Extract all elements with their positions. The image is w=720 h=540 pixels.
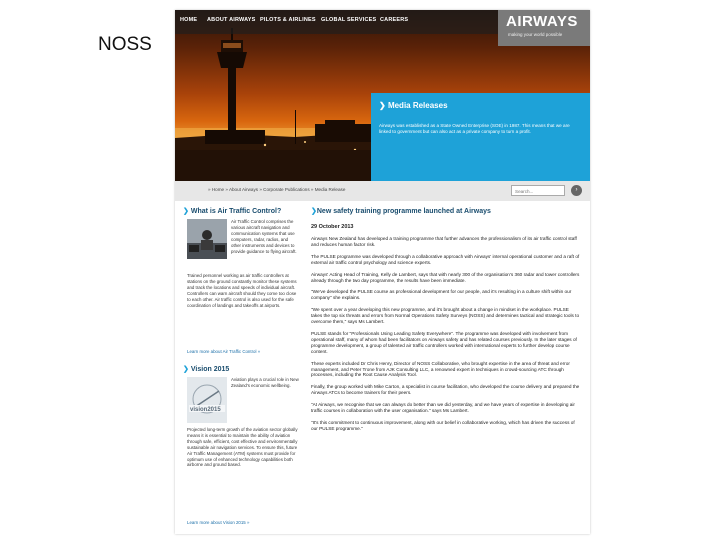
article-paragraph: "At Airways, we recognise that we can always do better than we did yesterday, and we have years of expertise in developing air traffic courses in collaboration with the user organisation." says Ms Lambert. <box>311 402 575 414</box>
svg-text:vision2015: vision2015 <box>190 407 221 413</box>
website-screenshot <box>175 10 590 534</box>
slide-title: NOSS <box>98 34 152 55</box>
atc-learn-more-link[interactable]: Learn more about Air Traffic Control » <box>187 349 261 354</box>
article-paragraph: PULSE stands for "Professionals Using Leading Safety Everywhere". The programme was developed with involvement from operational staff, many of whom had been facilitators on Airways safety and has related courses previously. In the later stages of programme development, a group of talented air traffic controllers worked with international experts to further develop course content. <box>311 330 577 354</box>
article-date: 29 October 2013 <box>311 224 354 230</box>
vision-learn-more-link[interactable]: Learn more about Vision 2015 » <box>187 520 250 525</box>
vision-2015-logo <box>187 377 227 423</box>
nav-home[interactable]: HOME <box>180 17 198 23</box>
nav-careers[interactable]: CAREERS <box>380 17 409 23</box>
article-paragraph: The PULSE programme was developed through a collaborative approach with Airways' internal operational customer and a raft of external air traffic control psychology and science experts. <box>311 253 580 265</box>
atc-intro: Air Traffic Control comprises the various aircraft navigation and communication systems that use computers, radar, radios, and other instruments and devices to provide guidance to flying aircraft. <box>231 219 297 254</box>
article-paragraph: Airways New Zealand has developed a training programme that further advances the professionalism of its air traffic control staff and reduces human factor risk. <box>311 236 577 247</box>
vision-intro: Aviation plays a crucial role in New Zealand's economic wellbeing. <box>231 377 299 388</box>
article-paragraph: "We've developed the PULSE course as professional development for our people, and it's resulting in a culture shift within our company" she explains. <box>311 289 572 301</box>
article-paragraph: Finally, the group worked with Mike Carton, a specialist in course facilitation, who developed the course delivery and prepared the Airways ATCs to become trainers for their peers. <box>311 384 580 396</box>
vision-heading: ❯ Vision 2015 <box>183 366 230 373</box>
hero-banner <box>175 10 590 195</box>
airways-logo[interactable] <box>498 10 590 46</box>
vision-body: Projected long-term growth of the aviation sector globally means it is essential to maintain the ability of aviation through safe, efficient, cost effective and environmentally sustainable air navigation services. To ensure this, future Air Traffic Management (ATM) systems must provide for optimum use of enhanced technology capabilities both airborne and ground based. <box>187 427 298 468</box>
atc-heading: ❯ What is Air Traffic Control? <box>183 208 282 215</box>
logo-wordmark: AIRWAYS <box>506 13 578 30</box>
controller-photo <box>187 219 227 259</box>
nav-pilots-airlines[interactable]: PILOTS & AIRLINES <box>260 17 316 23</box>
article-paragraph: Airways' Acting Head of Training, Kelly de Lambert, says that with nearly 300 of the organisation's 360 radar and tower controllers already through the two day programme, the results have been immediate. <box>311 271 580 283</box>
chevron-right-icon: ❯ <box>183 366 189 373</box>
chevron-right-icon: ❯ <box>311 208 317 215</box>
left-sidebar <box>183 207 303 534</box>
media-releases-title: ❯ Media Releases <box>379 101 448 110</box>
atc-body: Trained personnel working as air traffic controllers at stations on the ground constantly monitor these systems and track the locations and speeds of individual aircraft. Controllers can warn aircraft should they come too close to each other. Air traffic control is also used for the safe coordination of landings and takeoffs at airports. <box>187 273 297 308</box>
article-paragraph: "We spent over a year developing this new programme, and it's brought about a change in mindset in the workplace. PULSE takes the top six threats and errors from Normal Operations Safety Surveys (NOSS) and determines tactical and strategic tools to overcome them," says Ms Lambert. <box>311 307 580 325</box>
chevron-right-icon: ❯ <box>379 101 388 110</box>
logo-tagline: making your world possible <box>508 32 563 37</box>
article <box>311 207 581 432</box>
media-releases-text: Airways was established as a State Owned Enterprise (SOE) in 1987. This means that we are linked to government but can also act as a private company to turn a profit. <box>379 123 570 135</box>
article-paragraph: "It's this commitment to continuous improvement, along with our belief in collaborative working, which has driven the success of our PULSE programme." <box>311 419 575 431</box>
main-content <box>175 201 590 534</box>
search-input[interactable]: Search... <box>511 185 565 196</box>
search-button[interactable] <box>571 185 582 196</box>
atc-section <box>183 207 303 365</box>
nav-about-airways[interactable]: ABOUT AIRWAYS <box>207 17 256 23</box>
nav-global-services[interactable]: GLOBAL SERVICES <box>321 17 377 23</box>
media-releases-panel <box>371 93 590 195</box>
article-paragraph: These experts included Dr Chris Henry, Director of NOSS Collaborative, who brought expertise in the area of threat and error management, and Peter Trone from AJK Consulting LLC, a renowned expert in techniques in crowd-sourcing ATC through processes, including the Root Cause Analysis Tool. <box>311 360 570 378</box>
vision-section <box>183 365 303 534</box>
chevron-right-icon: ❯ <box>183 208 189 215</box>
arrow-right-icon: › <box>575 187 578 193</box>
breadcrumb[interactable]: » Home » About Airways » Corporate Publications » Media Release <box>208 187 346 192</box>
article-title: ❯New safety training programme launched at Airways <box>311 208 491 215</box>
breadcrumb-bar <box>175 181 590 201</box>
